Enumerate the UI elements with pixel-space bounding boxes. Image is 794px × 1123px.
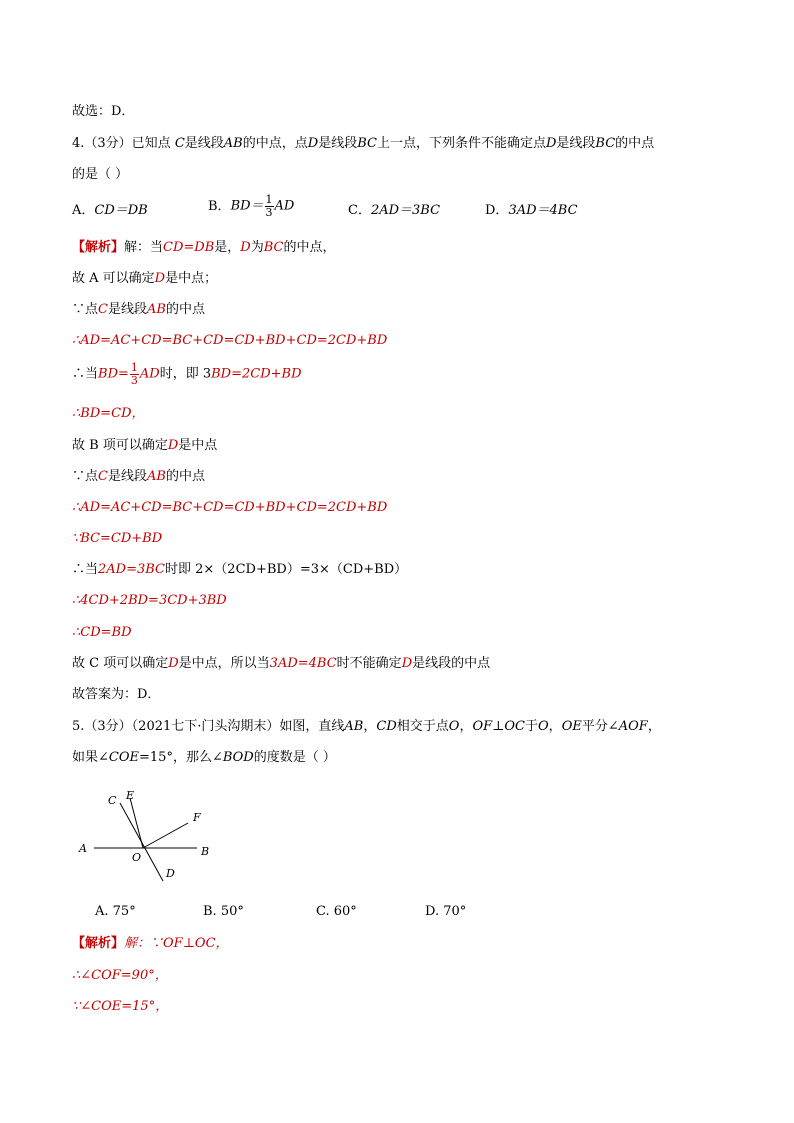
question-4-stem-line2: 的是（ ）: [72, 167, 129, 182]
label-a: A: [79, 842, 87, 855]
solution-line: ∵点C是线段AB的中点: [72, 469, 205, 484]
solution-line: ∴4CD+2BD=3CD+3BD: [72, 593, 227, 608]
answer-line: 故选：D．: [72, 104, 135, 119]
solution-line: ∴当BD= $\frac{1}{3}$ AD时，即 3BD=2CD+BD: [72, 361, 302, 387]
solution-line: ∴BD=CD，: [72, 406, 145, 421]
q5-option-a: A. 75°: [95, 904, 136, 919]
solution-line: ∵∠COE=15°，: [72, 999, 169, 1014]
label-c: C: [108, 794, 117, 807]
solution-line: ∴AD=AC+CD=BC+CD=CD+BD+CD=2CD+BD: [72, 333, 388, 348]
label-d: D: [166, 867, 175, 880]
ray-of: [143, 823, 188, 848]
fraction: $\frac{1}{3}$: [130, 361, 138, 387]
solution-line: 故 A 可以确定D是中点；: [72, 271, 218, 286]
question-4-stem: 4.（3分）已知点 C是线段AB的中点，点D是线段BC上一点，下列条件不能确定点D是线段BC的中点: [72, 136, 655, 151]
label-e: E: [126, 789, 135, 802]
q5-option-b: B. 50°: [203, 904, 244, 919]
label-o: O: [132, 851, 142, 864]
question-5-stem: 5.（3分）（2021七下·门头沟期末）如图，直线AB，CD相交于点O，OF⊥OC于O，OE平分∠AOF，: [72, 719, 661, 734]
label-b: B: [201, 845, 210, 858]
label-f: F: [193, 811, 201, 824]
q5-option-d: D. 70°: [425, 904, 467, 919]
solution-line: ∵点C是线段AB的中点: [72, 302, 205, 317]
solution-line: ∴当2AD=3BC时即 2×（2CD+BD）=3×（CD+BD）: [72, 562, 408, 577]
solution-line: ∴AD=AC+CD=BC+CD=CD+BD+CD=2CD+BD: [72, 500, 388, 515]
geometry-figure: [72, 785, 222, 885]
fraction: $\frac{1}{3}$: [265, 193, 273, 219]
option-d: D．3AD＝4BC: [485, 203, 578, 218]
solution-line: 【解析】解：∵OF⊥OC，: [72, 936, 229, 951]
solution-line: 故 C 项可以确定D是中点，所以当3AD=4BC时不能确定D是线段的中点: [72, 656, 491, 671]
solution-line: 故 B 项可以确定D是中点: [72, 438, 218, 453]
solution-line: ∴CD=BD: [72, 625, 132, 640]
option-b: B．BD＝ $\frac{1}{3}$ AD: [208, 193, 295, 219]
option-c: C．2AD＝3BC: [348, 203, 441, 218]
option-a: A．CD＝DB: [72, 203, 148, 218]
solution-line: ∴∠COF=90°，: [72, 968, 168, 983]
solution-line: 【解析】解：当CD=DB是，D为BC的中点，: [72, 240, 336, 255]
q5-option-c: C. 60°: [316, 904, 357, 919]
ray-oe: [130, 798, 143, 848]
solution-line: 故答案为：D．: [72, 687, 161, 702]
solution-line: ∵BC=CD+BD: [72, 531, 163, 546]
question-5-stem-line2: 如果∠COE=15°，那么∠BOD的度数是（ ）: [72, 750, 336, 765]
